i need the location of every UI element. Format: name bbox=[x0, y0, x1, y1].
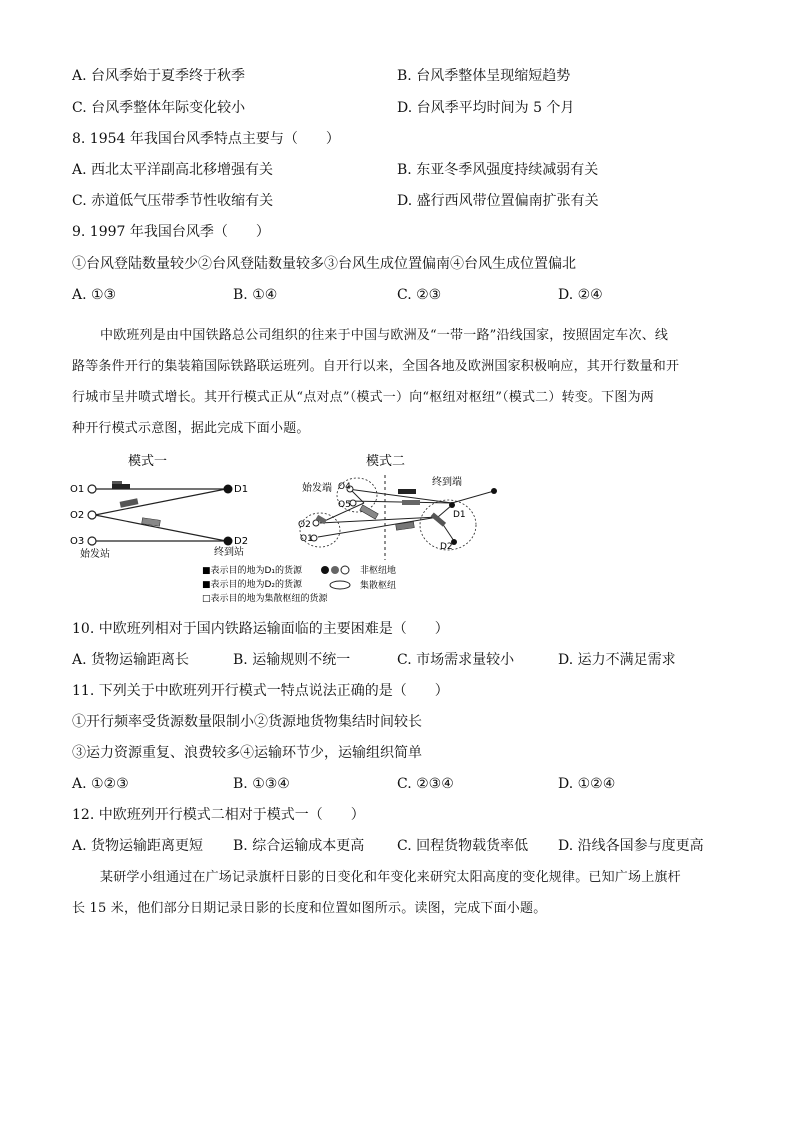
mode1-dest-d1 bbox=[224, 485, 233, 494]
mode2-label-d1: D1 bbox=[453, 510, 466, 520]
q10-option-a: A. 货物运输距离长 bbox=[72, 652, 190, 668]
mode2-node-d-extra bbox=[491, 488, 497, 494]
passage1-line2: 路等条件开行的集装箱国际铁路联运班列。自开行以来，全国各地及欧洲国家积极响应，其开行数量和开 bbox=[72, 359, 680, 374]
q11-statements-2: ③运力资源重复、浪费较多④运输环节少，运输组织简单 bbox=[72, 745, 422, 761]
q9-option-b: B. ①④ bbox=[233, 287, 278, 303]
mode2-node-d1 bbox=[449, 502, 455, 508]
q7-option-b: B. 台风季整体呈现缩短趋势 bbox=[397, 68, 571, 84]
q12-stem: 12. 中欧班列开行模式二相对于模式一（ ） bbox=[72, 807, 365, 823]
q10-option-b: B. 运输规则不统一 bbox=[233, 652, 351, 668]
mode2-title: 模式二 bbox=[366, 454, 406, 469]
mode2-label-o4: O4 bbox=[338, 482, 351, 492]
mode2-label-o1: O1 bbox=[300, 534, 313, 544]
mode1-label-o3: O3 bbox=[70, 536, 85, 547]
q9-statements: ①台风登陆数量较少②台风登陆数量较多③台风生成位置偏南④台风生成位置偏北 bbox=[72, 256, 576, 272]
q11-option-a: A. ①②③ bbox=[72, 776, 129, 792]
q10-option-d: D. 运力不满足需求 bbox=[558, 652, 676, 668]
mode1-terminal-station: 终到站 bbox=[214, 547, 244, 558]
q12-option-c: C. 回程货物载货率低 bbox=[397, 838, 529, 854]
mode1-label-d1: D1 bbox=[234, 484, 249, 495]
mode1-label-d2: D2 bbox=[234, 536, 249, 547]
q12-option-b: B. 综合运输成本更高 bbox=[233, 838, 365, 854]
legend-hub-oval bbox=[330, 581, 350, 589]
mode1-origin-o3 bbox=[88, 537, 96, 545]
mode1-label-o1: O1 bbox=[70, 484, 85, 495]
mode2-node-o2 bbox=[313, 520, 319, 526]
mode1-origin-o2 bbox=[88, 511, 96, 519]
mode1-label-o2: O2 bbox=[70, 510, 85, 521]
legend-dot-black bbox=[321, 566, 329, 574]
q12-option-d: D. 沿线各国参与度更高 bbox=[558, 838, 704, 854]
q11-stem: 11. 下列关于中欧班列开行模式一特点说法正确的是（ ） bbox=[72, 683, 449, 699]
passage1-line1: 中欧班列是由中国铁路总公司组织的往来于中国与欧洲及“一带一路”沿线国家，按照固定车次、线 bbox=[100, 328, 669, 343]
mode1-routes bbox=[95, 489, 226, 541]
q11-option-c: C. ②③④ bbox=[397, 776, 454, 792]
q7-option-c: C. 台风季整体年际变化较小 bbox=[72, 100, 246, 116]
rail-mode-diagram bbox=[0, 445, 794, 615]
mode2-node-o5 bbox=[350, 500, 356, 506]
q11-option-d: D. ①②④ bbox=[558, 776, 616, 792]
q8-option-a: A. 西北太平洋副高北移增强有关 bbox=[72, 162, 274, 178]
legend-d1: ■表示目的地为D₁的货源 bbox=[202, 566, 303, 576]
passage1-line3: 行城市呈井喷式增长。其开行模式正从“点对点”（模式一）向“枢纽对枢纽”（模式二）转变。下图为两 bbox=[72, 390, 654, 405]
mode2-label-d2: D2 bbox=[440, 542, 453, 552]
mode2-label-o2: O2 bbox=[298, 520, 311, 530]
mode2-origin-end: 始发端 bbox=[302, 483, 332, 494]
q8-stem: 8. 1954 年我国台风季特点主要与（ ） bbox=[72, 131, 340, 147]
q7-option-a: A. 台风季始于夏季终于秋季 bbox=[72, 68, 246, 84]
legend bbox=[202, 564, 396, 604]
passage2-line2: 长 15 米，他们部分日期记录日影的长度和位置如图所示。读图，完成下面小题。 bbox=[72, 901, 547, 916]
q9-option-a: A. ①③ bbox=[72, 287, 117, 303]
legend-dot-white bbox=[341, 566, 349, 574]
legend-hub-cargo: □表示目的地为集散枢纽的货源 bbox=[202, 594, 328, 604]
q10-stem: 10. 中欧班列相对于国内铁路运输面临的主要困难是（ ） bbox=[72, 621, 449, 637]
mode1-origin-station: 始发站 bbox=[80, 549, 110, 560]
q9-option-c: C. ②③ bbox=[397, 287, 442, 303]
passage2-line1: 某研学小组通过在广场记录旗杆日影的日变化和年变化来研究太阳高度的变化规律。已知广场上旗杆 bbox=[100, 870, 681, 885]
q11-option-b: B. ①③④ bbox=[233, 776, 290, 792]
mode1-dest-d2 bbox=[224, 537, 233, 546]
q7-option-d: D. 台风季平均时间为 5 个月 bbox=[397, 100, 575, 116]
mode1-title: 模式一 bbox=[128, 454, 168, 469]
q12-option-a: A. 货物运输距离更短 bbox=[72, 838, 204, 854]
q8-option-d: D. 盛行西风带位置偏南扩张有关 bbox=[397, 193, 599, 209]
q9-option-d: D. ②④ bbox=[558, 287, 603, 303]
q8-option-c: C. 赤道低气压带季节性收缩有关 bbox=[72, 193, 274, 209]
legend-nonhub: 非枢纽地 bbox=[360, 566, 397, 576]
passage1-line4: 种开行模式示意图，据此完成下面小题。 bbox=[72, 421, 310, 436]
q10-option-c: C. 市场需求量较小 bbox=[397, 652, 515, 668]
legend-hub: 集散枢纽 bbox=[360, 581, 397, 591]
mode2-label-o5: O5 bbox=[338, 500, 351, 510]
q11-statements-1: ①开行频率受货源数量限制小②货源地货物集结时间较长 bbox=[72, 714, 422, 730]
q9-stem: 9. 1997 年我国台风季（ ） bbox=[72, 224, 270, 240]
mode2-routes bbox=[318, 489, 494, 541]
mode2-train-icons bbox=[316, 489, 446, 530]
mode2-terminal-end: 终到端 bbox=[432, 477, 462, 488]
q8-option-b: B. 东亚冬季风强度持续减弱有关 bbox=[397, 162, 599, 178]
legend-d2: ■表示目的地为D₂的货源 bbox=[202, 580, 303, 590]
legend-dot-gray bbox=[331, 566, 339, 574]
mode1-origin-o1 bbox=[88, 485, 96, 493]
